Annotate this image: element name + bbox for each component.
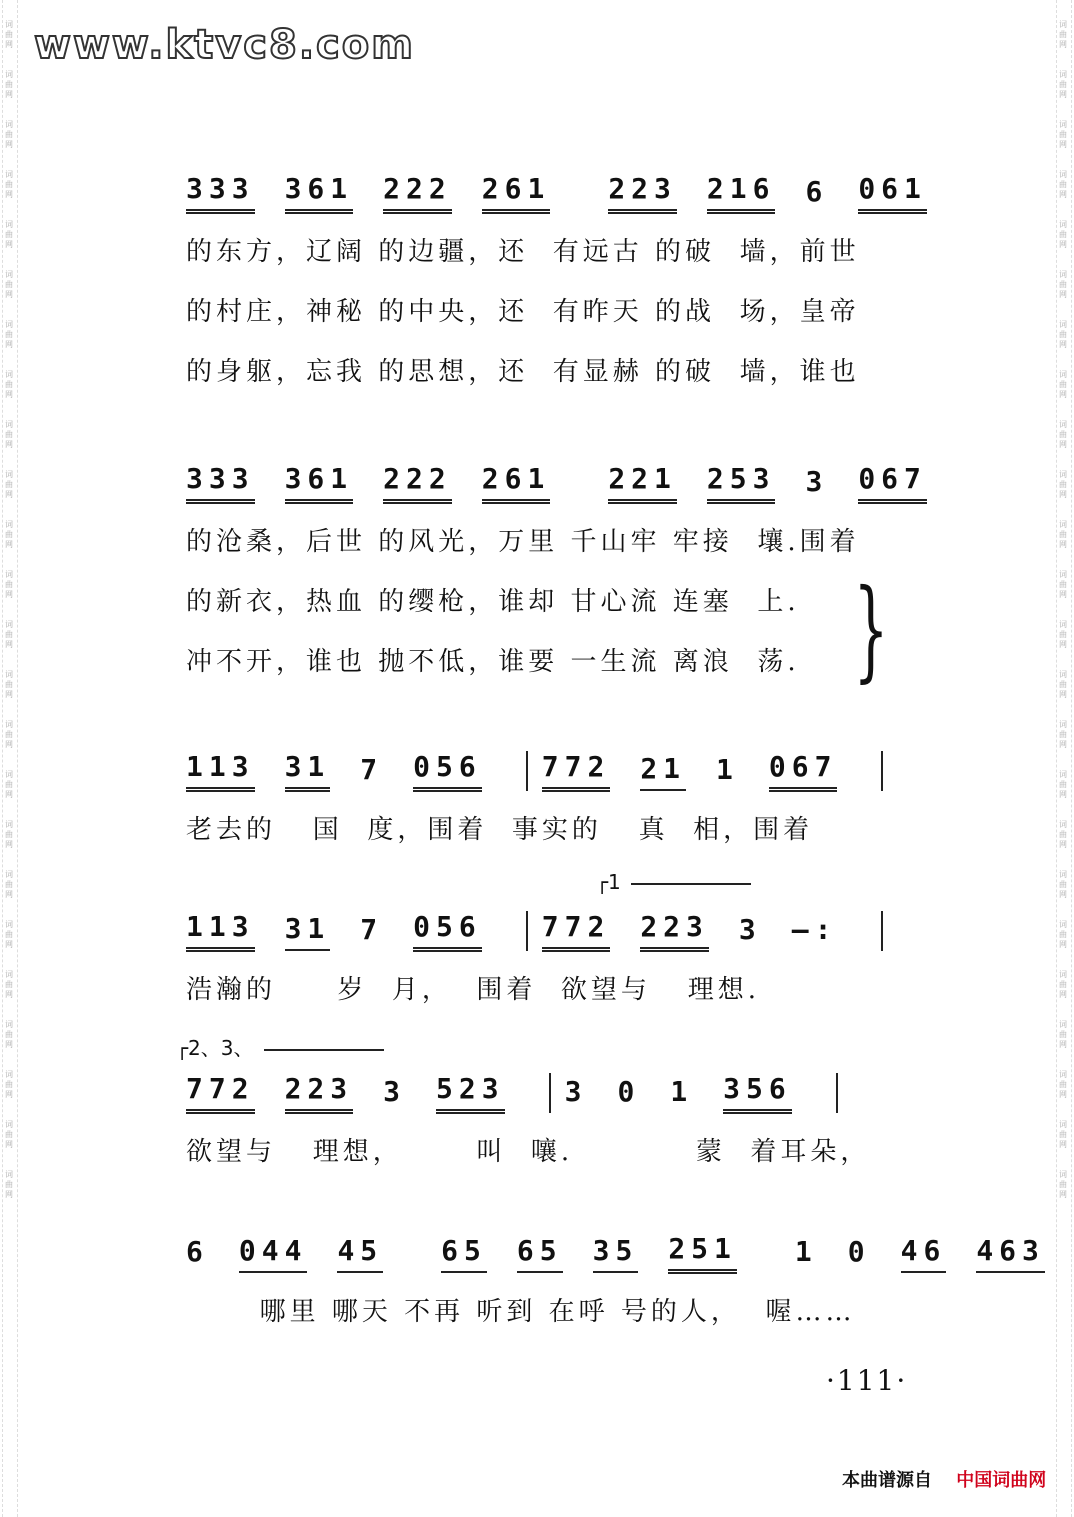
side-label: 词曲网 (1059, 470, 1067, 499)
side-label: 词曲网 (1059, 770, 1067, 799)
side-label: 词曲网 (1059, 720, 1067, 749)
note-group: 65 (441, 1234, 487, 1273)
side-label: 词曲网 (5, 70, 13, 99)
side-label: 词曲网 (5, 820, 13, 849)
note-group: 7 (360, 912, 384, 946)
note-group: 113 (186, 910, 255, 952)
note-group: 65 (517, 1234, 563, 1273)
note-group: 772 (542, 910, 611, 952)
bar-line (526, 751, 528, 791)
note-group: 3 (738, 912, 762, 946)
side-label: 词曲网 (1059, 1120, 1067, 1149)
score-system (176, 1036, 936, 1182)
lyric-line: 冲不开，谁也 抛不低，谁要 一生流 离浪 荡. (186, 647, 800, 677)
repeat-end-barline (881, 911, 889, 951)
note-group: –: (791, 912, 838, 946)
note-group: 1 (716, 752, 739, 786)
side-label: 词曲网 (5, 570, 13, 599)
lyric-line: 的新衣，热血 的缨枪，谁却 甘心流 连塞 上. (186, 587, 800, 617)
side-label: 词曲网 (1059, 220, 1067, 249)
notation-line (186, 750, 936, 792)
side-label: 词曲网 (1059, 270, 1067, 299)
right-margin-strip (1056, 0, 1072, 1517)
note-group: 222 (383, 462, 452, 504)
note-group: 1 (670, 1074, 694, 1108)
side-label: 词曲网 (5, 670, 13, 699)
note-group: 333 (186, 462, 255, 504)
side-label: 词曲网 (1059, 920, 1067, 949)
note-group: 261 (482, 172, 551, 214)
lyric-line: 哪里 哪天 不再 听到 在呼 号的人， 喔…… (186, 1297, 856, 1327)
notation-line (186, 462, 936, 504)
note-group: 223 (608, 172, 677, 214)
note-group: 0 (847, 1234, 871, 1268)
volta-label: 2、3、 (188, 1036, 254, 1060)
note-group: 772 (186, 1072, 255, 1114)
note-group: 253 (707, 462, 776, 504)
side-label: 词曲网 (1059, 820, 1067, 849)
note-group: 523 (436, 1072, 505, 1114)
side-label: 词曲网 (1059, 670, 1067, 699)
lyric-line: 的身躯，忘我 的思想，还 有显赫 的破 墙，谁也 (186, 357, 860, 387)
note-group: 056 (413, 750, 482, 792)
side-label: 词曲网 (5, 1170, 13, 1199)
note-group: 21 (640, 752, 686, 791)
note-group: 056 (413, 910, 482, 952)
note-group: 3 (805, 464, 829, 498)
lyric-line: 的东方，辽阔 的边疆，还 有远古 的破 墙，前世 (186, 237, 860, 267)
side-label: 词曲网 (1059, 970, 1067, 999)
side-label: 词曲网 (1059, 420, 1067, 449)
side-label: 词曲网 (5, 1120, 13, 1149)
bar-line (881, 751, 883, 791)
note-group: 35 (593, 1234, 639, 1273)
side-label: 词曲网 (5, 170, 13, 199)
note-group: 261 (482, 462, 551, 504)
note-group: 0 (617, 1074, 641, 1108)
side-label: 词曲网 (1059, 70, 1067, 99)
side-label: 词曲网 (5, 770, 13, 799)
note-group: 31 (285, 912, 331, 951)
side-label: 词曲网 (1059, 320, 1067, 349)
note-group: 46 (901, 1234, 947, 1273)
side-label: 词曲网 (5, 1020, 13, 1049)
note-group: 6 (186, 1234, 209, 1268)
lyric-line: 的沧桑，后世 的风光，万里 千山牢 牢接 壤.围着 (186, 527, 860, 557)
side-label: 词曲网 (5, 320, 13, 349)
note-group: 221 (608, 462, 677, 504)
note-group: 356 (723, 1072, 792, 1114)
side-label: 词曲网 (5, 1070, 13, 1099)
note-group: 361 (285, 462, 354, 504)
note-group: 061 (858, 172, 927, 214)
note-group: 223 (640, 910, 709, 952)
side-label: 词曲网 (1059, 170, 1067, 199)
side-label: 词曲网 (5, 870, 13, 899)
note-group: 1 (794, 1234, 818, 1268)
source-site-link[interactable]: 中国词曲网 (956, 1470, 1047, 1491)
side-label: 词曲网 (5, 620, 13, 649)
page-number: ·111· (826, 1364, 908, 1397)
score-system (186, 162, 936, 402)
note-group: 31 (285, 750, 331, 792)
side-label: 词曲网 (1059, 870, 1067, 899)
note-group: 113 (186, 750, 255, 792)
side-label: 词曲网 (5, 120, 13, 149)
notation-line (186, 172, 936, 214)
side-label: 词曲网 (5, 270, 13, 299)
notation-line (186, 1072, 936, 1114)
side-label: 词曲网 (5, 370, 13, 399)
side-label: 词曲网 (5, 420, 13, 449)
bar-line (526, 911, 528, 951)
note-group: 7 (360, 752, 384, 786)
note-group: 222 (383, 172, 452, 214)
side-label: 词曲网 (5, 470, 13, 499)
side-label: 词曲网 (5, 20, 13, 49)
note-group: 3 (564, 1074, 588, 1108)
note-group: 333 (186, 172, 255, 214)
side-label: 词曲网 (5, 970, 13, 999)
source-credit (842, 1466, 1046, 1492)
verse-brace: } (853, 565, 889, 693)
note-group: 223 (285, 1072, 354, 1114)
side-label: 词曲网 (5, 920, 13, 949)
side-label: 词曲网 (5, 520, 13, 549)
note-group: 044 (239, 1234, 308, 1273)
lyric-line: 的村庄，神秘 的中央，还 有昨天 的战 场，皇帝 (186, 297, 860, 327)
score-system (186, 452, 936, 692)
volta-bracket: ┌1 (596, 870, 751, 894)
watermark: www.ktvc8.com (34, 22, 415, 68)
lyric-line: 欲望与 理想， 叫 嚷. 蒙 着耳朵， (186, 1137, 871, 1167)
note-group: 3 (383, 1074, 407, 1108)
note-group: 6 (805, 174, 829, 208)
left-margin-strip (2, 0, 18, 1517)
side-label: 词曲网 (1059, 620, 1067, 649)
score-system (186, 1222, 1045, 1342)
volta-bracket: ┌2、3、 (176, 1032, 384, 1061)
note-group: 067 (769, 750, 838, 792)
note-group: 067 (858, 462, 927, 504)
side-label: 词曲网 (1059, 20, 1067, 49)
side-label: 词曲网 (1059, 1170, 1067, 1199)
note-group: 361 (285, 172, 354, 214)
side-label: 词曲网 (1059, 570, 1067, 599)
side-label: 词曲网 (1059, 520, 1067, 549)
bar-line (836, 1073, 838, 1113)
note-group: 45 (337, 1234, 383, 1273)
score-system (186, 870, 936, 1020)
note-group: 463 (976, 1234, 1045, 1273)
lyric-line: 老去的 国 度，围着 事实的 真 相，围着 (186, 815, 814, 845)
bar-line (549, 1073, 551, 1113)
source-label: 本曲谱源自 (842, 1470, 932, 1491)
lyric-line: 浩瀚的 岁 月， 围着 欲望与 理想. (186, 975, 760, 1005)
side-label: 词曲网 (5, 220, 13, 249)
side-label: 词曲网 (1059, 120, 1067, 149)
score-system (186, 740, 936, 860)
side-label: 词曲网 (5, 720, 13, 749)
notation-line (186, 910, 936, 952)
note-group: 772 (542, 750, 611, 792)
side-label: 词曲网 (1059, 370, 1067, 399)
side-label: 词曲网 (1059, 1020, 1067, 1049)
side-label: 词曲网 (1059, 1070, 1067, 1099)
notation-line (186, 1232, 1045, 1274)
volta-label: 1 (608, 870, 621, 894)
note-group: 216 (707, 172, 776, 214)
note-group: 251 (668, 1232, 737, 1274)
